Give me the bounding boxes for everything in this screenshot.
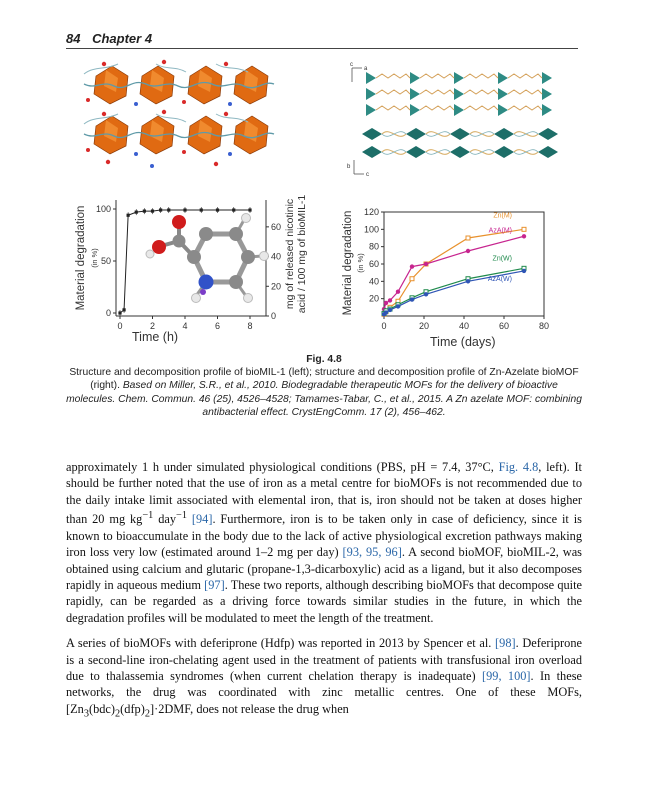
right-y-tick-label: 20	[368, 293, 379, 304]
ref-98[interactable]: [98]	[495, 636, 516, 651]
right-series-point	[384, 301, 388, 305]
caption-main: Structure and decomposition profile of bioMIL-1 (left); structure and decomposition profile of Zn-Azelate bioMOF (right).	[69, 367, 579, 392]
right-series-point	[466, 279, 470, 283]
right-series-point	[396, 290, 400, 294]
right-x-tick-label: 40	[458, 321, 470, 331]
right-series-point	[410, 264, 414, 268]
figure-label: Fig. 4.8	[306, 354, 342, 365]
left-x-tick-label: 0	[117, 321, 123, 331]
paragraph-2: A series of bioMOFs with deferiprone (Hdfp) was reported in 2013 by Spencer et al. [98]. Deferiprone is a second-line iron-chelating agent used in the treatment of patients with transfusional iron overload due to thalassemia syndromes (when current chelation therapy is inadequate) [99, 100]. In these networks, the drug was coordinated with zinc metallic centres. One of these MOFs, $[Zn_3(bdc)_2(dfp)_2]\cdot 2DMF$, does not release the drug when	[66, 636, 582, 720]
right-series-label: AzA(M)	[488, 227, 512, 235]
ref-99-100[interactable]: [99, 100]	[482, 668, 531, 683]
structure-axis-b: b	[347, 164, 351, 170]
running-header	[66, 31, 152, 46]
left-y-tick-label: 100	[95, 204, 111, 214]
structure-axis-a: a	[364, 66, 368, 72]
left-y2-tick-label: 40	[271, 251, 282, 262]
chart-biomil1-degradation	[75, 195, 308, 344]
chart-zn-azelate-degradation	[342, 207, 549, 349]
ref-93-95-96[interactable]: [93, 95, 96]	[342, 545, 402, 560]
left-x-label: Time (h)	[132, 330, 179, 344]
right-y-unit: (in %)	[356, 253, 365, 273]
right-series-point	[522, 227, 526, 231]
body-text	[66, 459, 582, 732]
nicotinic-acid-molecule-image	[146, 214, 269, 303]
left-y-label: Material degradation	[75, 205, 87, 311]
right-y-tick-label: 80	[368, 241, 379, 252]
right-series-point	[388, 298, 392, 302]
right-series-point	[410, 277, 414, 281]
ref-fig-4-8[interactable]: Fig. 4.8	[498, 460, 539, 474]
left-y2-tick-label: 0	[271, 311, 277, 321]
left-y2-tick-label: 20	[271, 281, 282, 292]
right-series-label: Zn(W)	[492, 255, 512, 263]
right-series-point	[396, 304, 400, 308]
left-x-tick-label: 2	[149, 321, 156, 331]
caption-source: Based on Miller, S.R., et al., 2010. Biodegradable therapeutic MOFs for the delivery of bioactive molecules. Chem. Commun. 46 (25), 4526–4528; Tamames-Tabar, C., et al., 2015. A Zn azelate MOF: combining antibacterial effect. CrystEngComm. 17 (2), 456–462.	[66, 380, 582, 418]
right-series-point	[466, 236, 470, 240]
right-series-point	[522, 234, 526, 238]
biomil1-structure-image	[76, 60, 274, 176]
right-y-tick-label: 40	[368, 276, 379, 287]
right-series-label: Zn(M)	[493, 212, 512, 220]
right-series-point	[424, 262, 428, 266]
figure-caption	[66, 353, 582, 419]
right-series-point	[384, 310, 388, 314]
right-x-tick-label: 80	[538, 321, 550, 331]
right-series-point	[424, 292, 428, 296]
left-x-tick-label: 6	[214, 321, 221, 331]
right-y-tick-label: 60	[368, 259, 379, 269]
left-y-tick-label: 0	[105, 308, 111, 318]
right-y-label: Material degradation	[342, 210, 354, 316]
figure-4-8	[66, 56, 578, 358]
header-rule	[66, 48, 578, 49]
right-series-point	[388, 308, 392, 312]
zn-azelate-structure-image	[347, 62, 558, 178]
paragraph-1: approximately 1 h under simulated physiological conditions (PBS, pH = 7.4, 37°C, Fig. 4.8, left). It should be further noted that the use of iron as a metal centre for bioMOFs is not recommended due to the daily intake limit associated with elemental iron, that is, iron should not be taken at doses higher than 20 mg $kg^{-1}$ day$^{-1}$ [94]. Furthermore, iron is to be taken only in case of deficiency, since it is known to bioaccumulate in the body due to the lack of active physiological excretion pathways making iron loss very low (estimated around 1–2 mg per day) [93, 95, 96]. A second bioMOF, bioMIL-2, was obtained using calcium and glutaric (propane-1,3-dicarboxylic) acid as a ligand, but it also decomposes rapidly in aqueous medium [97]. These two reports, although describing bioMOFs that decompose quite rapidly, can be regarded as a driving force towards similar studies in the future, in which the degradation profiles will be modulated to meet the length of the treatment.	[66, 460, 583, 625]
left-x-tick-label: 4	[182, 321, 188, 331]
left-x-tick-label: 8	[247, 321, 253, 331]
ref-94[interactable]: [94]	[191, 512, 213, 527]
right-series-point	[466, 249, 470, 253]
page-number: 84	[66, 31, 81, 46]
left-y-tick-label: 50	[100, 256, 111, 266]
left-y2-label-line1: mg of released nicotinic	[284, 198, 296, 310]
structure-axis-c-bottom: c	[366, 172, 369, 178]
left-y2-label-line2: acid / 100 mg of bioMIL-1	[296, 194, 308, 314]
right-y-tick-label: 100	[363, 224, 379, 235]
right-series-point	[410, 297, 414, 301]
right-x-tick-label: 0	[381, 321, 387, 331]
right-series-point	[522, 269, 526, 273]
right-series-label: AzA(W)	[487, 275, 512, 283]
right-x-tick-label: 20	[418, 321, 430, 331]
right-x-label: Time (days)	[430, 335, 496, 349]
left-y-unit: (in %)	[90, 248, 99, 268]
right-y-tick-label: 120	[363, 207, 379, 217]
structure-axis-c-top: c	[350, 62, 353, 68]
right-x-tick-label: 60	[498, 321, 510, 331]
left-y2-tick-label: 60	[271, 221, 282, 232]
chapter-title: Chapter 4	[92, 31, 153, 46]
ref-97[interactable]: [97]	[204, 577, 225, 592]
